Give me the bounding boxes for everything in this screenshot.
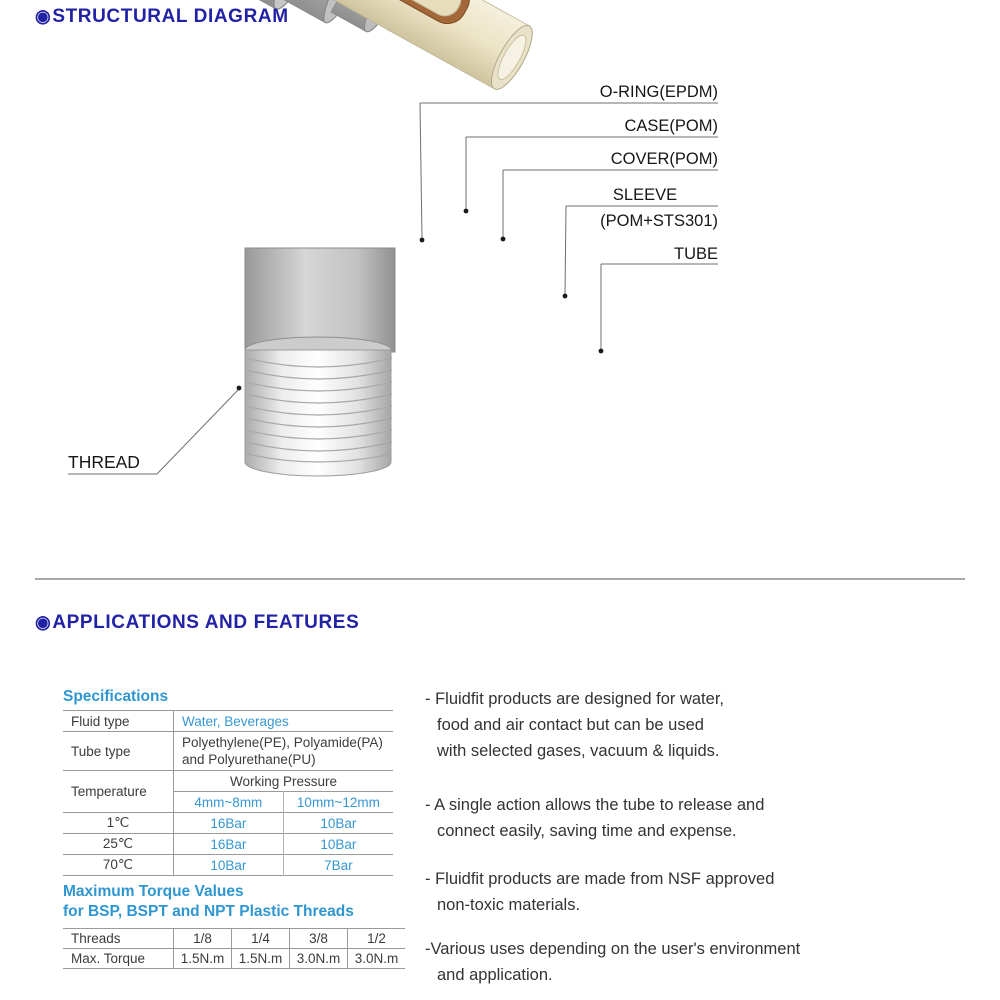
structural-heading-text: STRUCTURAL DIAGRAM [52, 6, 289, 27]
spec-temp25-label: 25℃ [63, 834, 174, 855]
specifications-table [63, 710, 393, 876]
torque-thread-size-2: 1/4 [232, 929, 290, 949]
spec-tube-value [174, 732, 394, 771]
structural-diagram-heading [35, 6, 289, 28]
spec-row-temperature [63, 771, 393, 792]
label-tube: TUBE [673, 245, 718, 263]
feature-3-line-1: - Fluidfit products are made from NSF approved [425, 870, 775, 888]
label-thread: THREAD [68, 452, 140, 472]
specifications-section [63, 687, 393, 876]
spec-row-temp25 [63, 834, 393, 855]
spec-tube-value-line2: and Polyurethane(PU) [182, 752, 316, 767]
spec-temp70-label: 70℃ [63, 855, 174, 876]
torque-value-2: 1.5N.m [232, 949, 290, 969]
torque-value-3: 3.0N.m [290, 949, 348, 969]
torque-header-row [63, 929, 405, 949]
heading-bullet-icon: ◉ [35, 612, 52, 632]
torque-title-line2: for BSP, BSPT and NPT Plastic Threads [63, 903, 354, 920]
spec-row-fluid [63, 711, 393, 732]
torque-value-row [63, 949, 405, 969]
torque-thread-size-4: 1/2 [348, 929, 406, 949]
spec-tube-label: Tube type [63, 732, 174, 771]
torque-section [63, 882, 403, 969]
label-sleeve: SLEEVE [612, 186, 678, 204]
spec-temp1-col1: 16Bar [174, 813, 284, 834]
applications-features-heading [35, 612, 359, 634]
feature-1-line-1: - Fluidfit products are designed for water, [425, 690, 724, 708]
torque-max-label: Max. Torque [71, 951, 146, 966]
torque-threads-label: Threads [71, 931, 121, 946]
spec-working-pressure-label: Working Pressure [229, 773, 338, 789]
feature-2-line-2: connect easily, saving time and expense. [437, 822, 737, 840]
feature-3-line-2: non-toxic materials. [437, 896, 581, 914]
torque-title-line1: Maximum Torque Values [63, 883, 244, 900]
specifications-title: Specifications [63, 688, 169, 705]
fitting-thread [245, 337, 392, 476]
feature-1-line-2: food and air contact but can be used [437, 716, 704, 734]
spec-temp70-col2: 7Bar [324, 857, 353, 873]
spec-row-tube [63, 732, 393, 771]
spec-temp1-col2: 10Bar [320, 815, 357, 831]
spec-temp1-label: 1℃ [63, 813, 174, 834]
heading-bullet-icon: ◉ [35, 6, 52, 26]
label-sleeve-material: (POM+STS301) [600, 212, 718, 230]
spec-temp25-col2: 10Bar [320, 836, 357, 852]
fitting-leg [245, 248, 395, 352]
spec-temperature-label: Temperature [63, 771, 174, 813]
spec-row-temp70 [63, 855, 393, 876]
spec-size-col2: 10mm~12mm [296, 794, 380, 810]
feature-item-2 [425, 792, 925, 844]
torque-thread-size-3: 3/8 [290, 929, 348, 949]
feature-item-1 [425, 686, 925, 764]
label-cover: COVER(POM) [610, 150, 718, 168]
feature-2-line-1: - A single action allows the tube to release and [425, 796, 765, 814]
label-case: CASE(POM) [624, 117, 718, 135]
feature-1-line-3: with selected gases, vacuum & liquids. [437, 742, 720, 760]
torque-value-4: 3.0N.m [348, 949, 406, 969]
torque-table [63, 928, 405, 969]
applications-heading-text: APPLICATIONS AND FEATURES [52, 612, 360, 633]
spec-tube-value-line1: Polyethylene(PE), Polyamide(PA) [182, 735, 383, 750]
spec-fluid-label: Fluid type [63, 711, 174, 732]
torque-value-1: 1.5N.m [174, 949, 232, 969]
feature-item-3 [425, 866, 925, 918]
label-oring: O-RING(EPDM) [599, 83, 718, 101]
feature-4-line-1: -Various uses depending on the user's environment [425, 940, 801, 958]
spec-row-temp1 [63, 813, 393, 834]
feature-4-line-2: and application. [437, 966, 553, 984]
section-divider [35, 578, 965, 580]
feature-item-4 [425, 936, 925, 988]
spec-temp70-col1: 10Bar [174, 855, 284, 876]
torque-thread-size-1: 1/8 [174, 929, 232, 949]
spec-temp25-col1: 16Bar [174, 834, 284, 855]
spec-fluid-value: Water, Beverages [182, 713, 289, 729]
spec-size-col1: 4mm~8mm [174, 792, 284, 813]
